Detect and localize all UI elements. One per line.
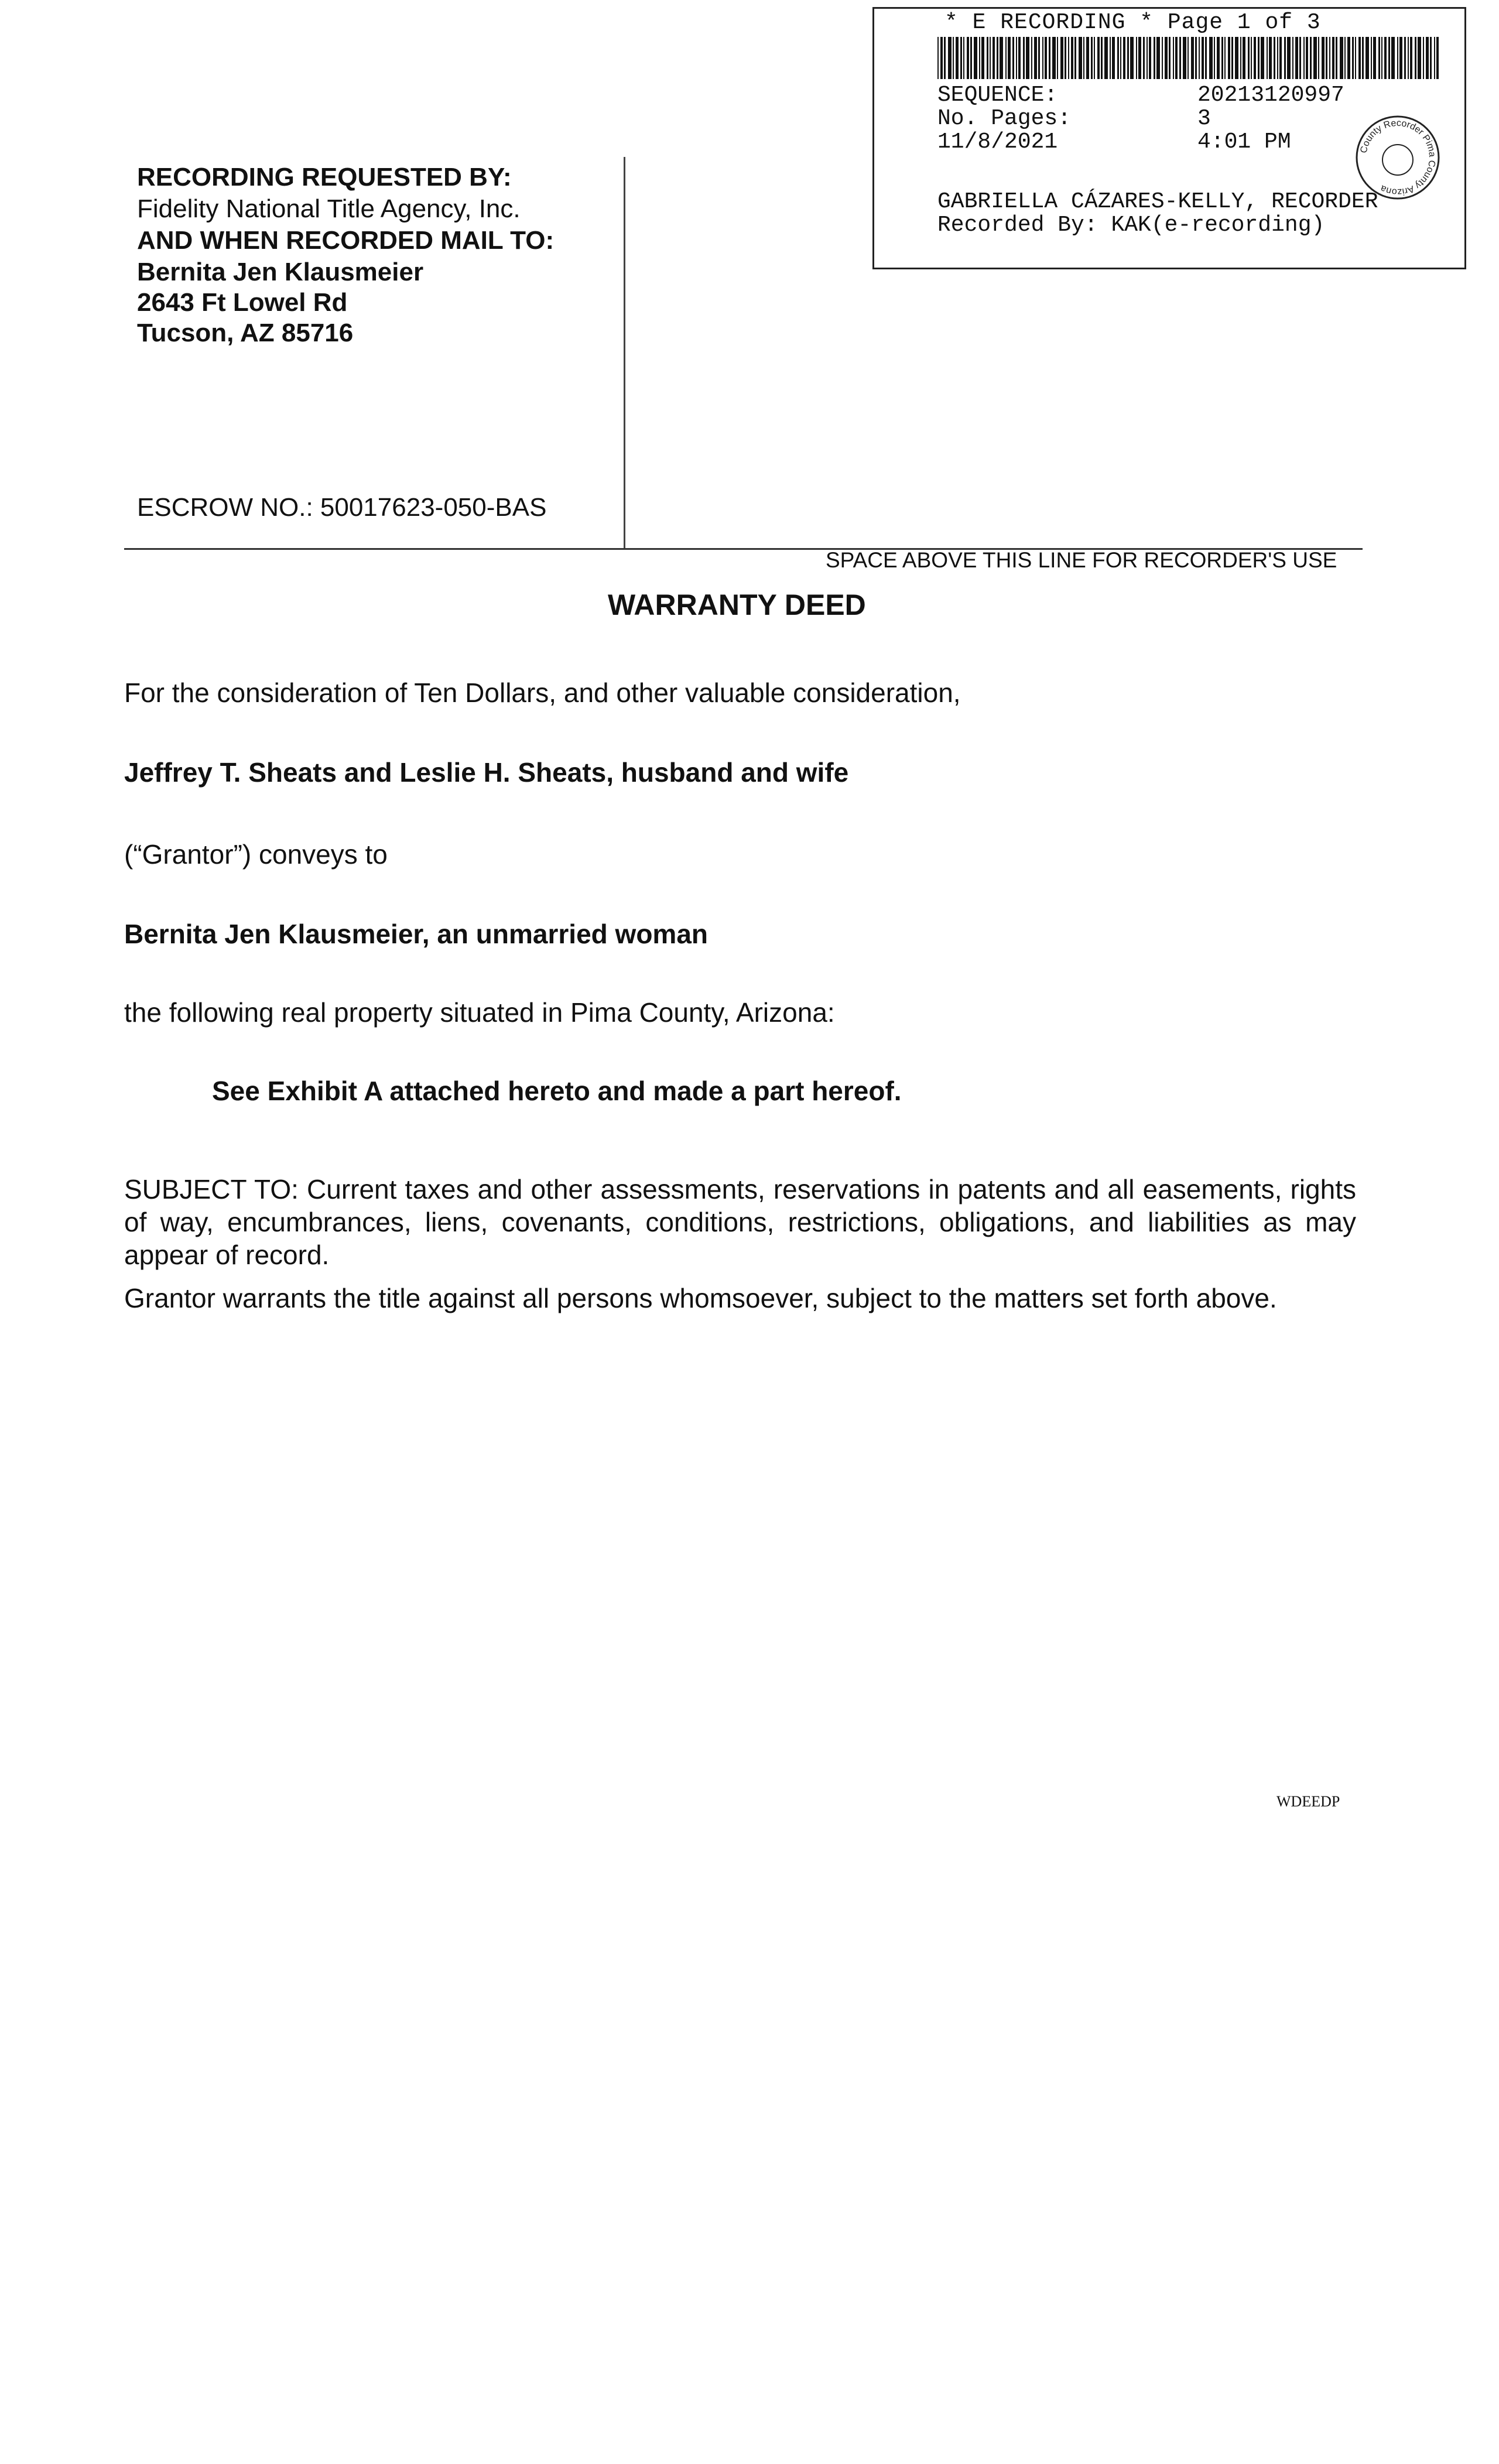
recorded-by: Recorded By: KAK(e-recording): [937, 213, 1325, 238]
exhibit-text: See Exhibit A attached hereto and made a part hereof.: [212, 1076, 902, 1106]
consideration-text: For the consideration of Ten Dollars, and other valuable consideration,: [124, 677, 961, 708]
conveys-text: (“Grantor”) conveys to: [124, 839, 388, 870]
property-text: the following real property situated in Pima County, Arizona:: [124, 997, 835, 1028]
mail-to-label: AND WHEN RECORDED MAIL TO:: [137, 226, 555, 255]
recording-date: 11/8/2021: [937, 129, 1058, 155]
form-code: WDEEDP: [1276, 1793, 1340, 1810]
mail-to-street: 2643 Ft Lowel Rd: [137, 288, 348, 317]
escrow-number: ESCROW NO.: 50017623-050-BAS: [137, 493, 547, 522]
requested-by-label: RECORDING REQUESTED BY:: [137, 163, 512, 191]
requested-by-name: Fidelity National Title Agency, Inc.: [137, 194, 521, 223]
sequence-label: SEQUENCE:: [937, 83, 1058, 108]
barcode: [937, 37, 1439, 79]
grantors-text: Jeffrey T. Sheats and Leslie H. Sheats, husband and wife: [124, 757, 849, 788]
seal-text: County Recorder Pima County Arizona: [1358, 118, 1438, 197]
subject-to-paragraph: SUBJECT TO: Current taxes and other assessments, reservations in patents and all easements, rights of way, encumbrances, liens, covenants, conditions, restrictions, obligations, and liabilities as may appear of record.: [124, 1174, 1356, 1270]
svg-text:County Recorder Pima County Ar: [1358, 118, 1437, 197]
warranty-text: Grantor warrants the title against all persons whomsoever, subject to the matters set forth above.: [124, 1283, 1277, 1313]
mail-to-city: Tucson, AZ 85716: [137, 319, 354, 347]
block-divider: [624, 157, 625, 548]
stamp-header: * E RECORDING * Page 1 of 3: [944, 10, 1321, 35]
recording-time: 4:01 PM: [1197, 129, 1291, 155]
grantee-text: Bernita Jen Klausmeier, an unmarried woman: [124, 919, 708, 949]
sequence-value: 20213120997: [1197, 83, 1344, 108]
recorder-stamp: [872, 7, 1466, 269]
deed-title: WARRANTY DEED: [608, 588, 866, 621]
recorder-use-caption: SPACE ABOVE THIS LINE FOR RECORDER'S USE: [826, 548, 1337, 572]
recorder-name: GABRIELLA CÁZARES-KELLY, RECORDER: [937, 189, 1378, 214]
mail-to-name: Bernita Jen Klausmeier: [137, 258, 424, 286]
pages-label: No. Pages:: [937, 106, 1072, 131]
pages-value: 3: [1197, 106, 1211, 131]
